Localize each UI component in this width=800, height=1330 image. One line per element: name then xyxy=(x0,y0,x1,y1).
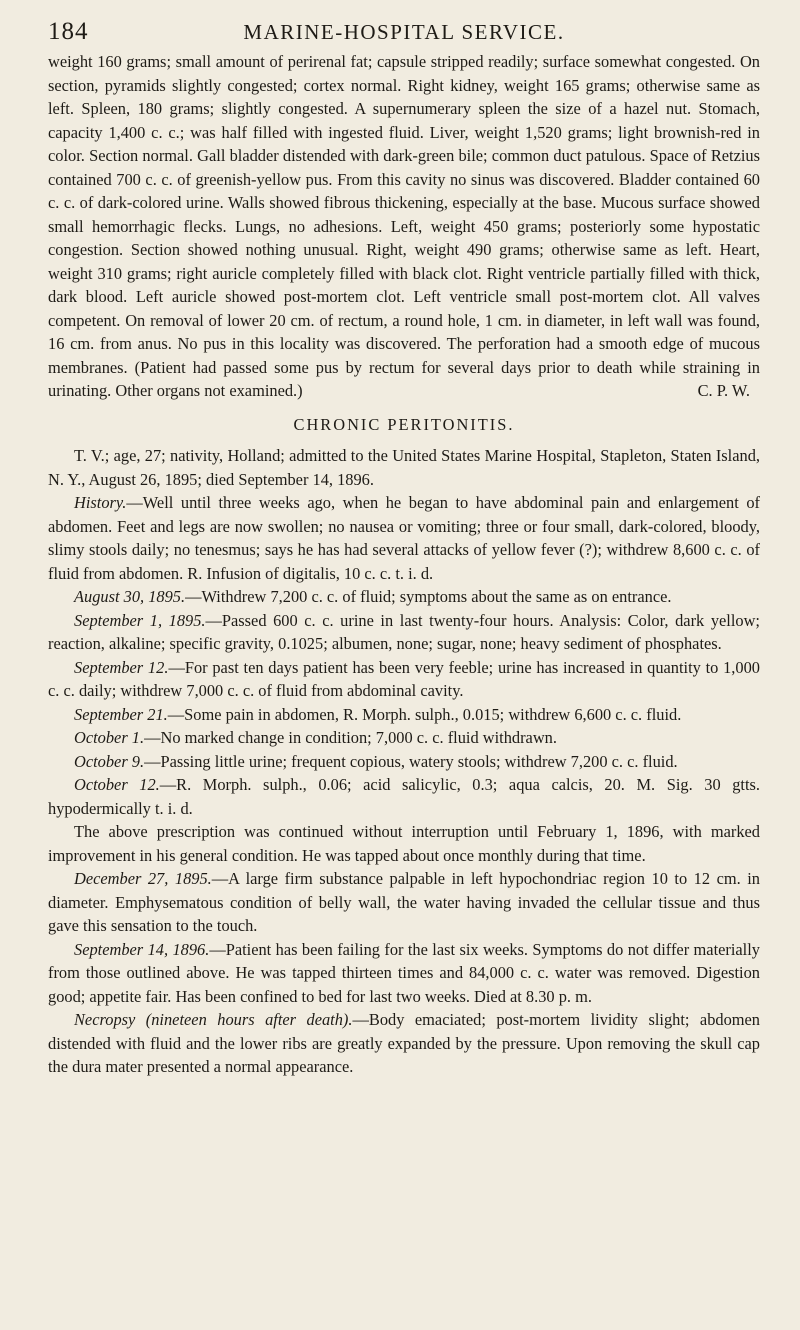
entry-date: October 9. xyxy=(74,751,145,771)
entry-dec-27 xyxy=(48,867,760,938)
entry-date: October 1. xyxy=(74,728,145,747)
entry-oct-9 xyxy=(48,750,760,774)
running-title: MARINE-HOSPITAL SERVICE. xyxy=(243,20,565,44)
entry-date: Necropsy (nineteen hours after death). xyxy=(74,1010,353,1029)
case2-intro: T. V.; age, 27; nativity, Holland; admitted to the United States Marine Hospital, Stapleton, Staten Island, N. Y., August 26, 1895; died September 14, 1896. xyxy=(48,446,760,489)
case1-paragraph: weight 160 grams; small amount of perirenal fat; capsule stripped readily; surface somewhat congested. On section, pyramids slightly congested; cortex normal. Right kidney, weight 165 grams; otherwise same as left. Spleen, 180 grams; slightly congested. A supernumerary spleen the size of a hazel nut. Stomach, capacity 1,400 c. c.; was half filled with ingested fluid. Liver, weight 1,520 grams; light brownish-red in color. Section normal. Gall bladder distended with dark-green bile; common duct patulous. Space of Retzius contained 700 c. c. of greenish-yellow pus. From this cavity no sinus was discovered. Bladder contained 60 c. c. of dark-colored urine. Walls showed fibrous thickening, especially at the base. Mucous surface showed small hemorrhagic flecks. Lungs, no adhesions. Left, weight 450 grams; posteriorly some hypostatic congestion. Section showed nothing unusual. Right, weight 490 grams; otherwise same as left. Heart, weight 310 grams; right auricle completely filled with black clot. Right ventricle partially filled with thick, dark blood. Left auricle showed post-mortem clot. Left ventricle small post-mortem clot. All valves competent. On removal of lower 20 cm. of rectum, a round hole, 1 cm. in diameter, in left wall was found, 16 cm. from anus. No pus in this locality was discovered. The perforation had a smooth edge of mucous membranes. (Patient had passed some pus by rectum for several days prior to death while straining in urinating. Other organs not examined.) xyxy=(48,52,760,400)
entry-date: August 30, 1895. xyxy=(74,587,186,606)
entry-sep-21 xyxy=(48,703,760,727)
page-header xyxy=(48,14,760,50)
entry-text: —Passing little urine; frequent copious, watery stools; withdrew 7,200 c. c. fluid. xyxy=(144,751,678,771)
entry-date: September 14, 1896. xyxy=(74,939,210,959)
entry-date: December 27, 1895. xyxy=(74,869,212,888)
body-text xyxy=(48,50,760,1079)
page-number: 184 xyxy=(48,18,89,45)
entry-text: —Passed 600 c. c. urine in last twenty-four hours. Analysis: Color, dark yellow; reaction, alkaline; specific gravity, 0.1025; albumen, none; sugar, none; heavy sediment of phosphates. xyxy=(48,610,760,653)
entry-oct-1 xyxy=(48,726,760,750)
entry-date: History. xyxy=(74,493,127,512)
case1-signature: C. P. W. xyxy=(697,381,750,400)
entry-oct-12 xyxy=(48,773,760,820)
entry-necropsy xyxy=(48,1008,760,1079)
entry-text: —R. Morph. sulph., 0.06; acid salicylic, 0.3; aqua calcis, 20. M. Sig. 30 gtts. hypodermically t. i. d. xyxy=(48,775,760,818)
entry-date: October 12. xyxy=(74,775,160,794)
entry-text: —Patient has been failing for the last six weeks. Symptoms do not differ materially from those outlined above. He was tapped thirteen times and 84,000 c. c. water was removed. Digestion good; appetite fair. Has been confined to bed for last two weeks. Died at 8.30 p. m. xyxy=(48,939,760,1006)
entry-text: —For past ten days patient has been very feeble; urine has increased in quantity to 1,000 c. c. daily; withdrew 7,000 c. c. of fluid from abdominal cavity. xyxy=(48,657,760,700)
entry-date: September 1, 1895. xyxy=(74,610,206,630)
entry-date: September 21. xyxy=(74,704,168,724)
entry-aug-30 xyxy=(48,585,760,609)
entry-text: —Withdrew 7,200 c. c. of fluid; symptoms about the same as on entrance. xyxy=(185,587,672,606)
entry-text: —A large firm substance palpable in left hypochondriac region 10 to 12 cm. in diameter. Emphysematous condition of belly wall, the water having invaded the cellular tissue and thus gave this sensation to the touch. xyxy=(48,869,760,935)
entry-sep-12 xyxy=(48,656,760,703)
entry-sep-1 xyxy=(48,609,760,656)
entry-text: —Body emaciated; post-mortem lividity slight; abdomen distended with fluid and the lower ribs are greatly expanded by the pressure. Upon removing the skull cap the dura mater presented a normal appearance. xyxy=(48,1010,761,1076)
section-title: CHRONIC PERITONITIS. xyxy=(293,414,515,434)
entry-text: —Some pain in abdomen, R. Morph. sulph., 0.015; withdrew 6,600 c. c. fluid. xyxy=(167,704,682,724)
entry-date: September 12. xyxy=(74,657,169,677)
entry-text: The above prescription was continued without interruption until February 1, 1896, with marked improvement in his general condition. He was tapped about once monthly during that time. xyxy=(48,822,760,865)
entry-prescription-note xyxy=(48,820,760,867)
entry-sep-14 xyxy=(48,938,760,1009)
entry-history xyxy=(48,491,760,585)
entry-text: —No marked change in condition; 7,000 c. c. fluid withdrawn. xyxy=(144,728,557,747)
entry-text: —Well until three weeks ago, when he began to have abdominal pain and enlargement of abdomen. Feet and legs are now swollen; no nausea or vomiting; three or four small, dark-colored, bloody, slimy stools daily; no tenesmus; says he has had several attacks of yellow fever (?); withdrew 8,600 c. c. of fluid from abdomen. R. Infusion of digitalis, 10 c. c. t. i. d. xyxy=(48,493,760,583)
